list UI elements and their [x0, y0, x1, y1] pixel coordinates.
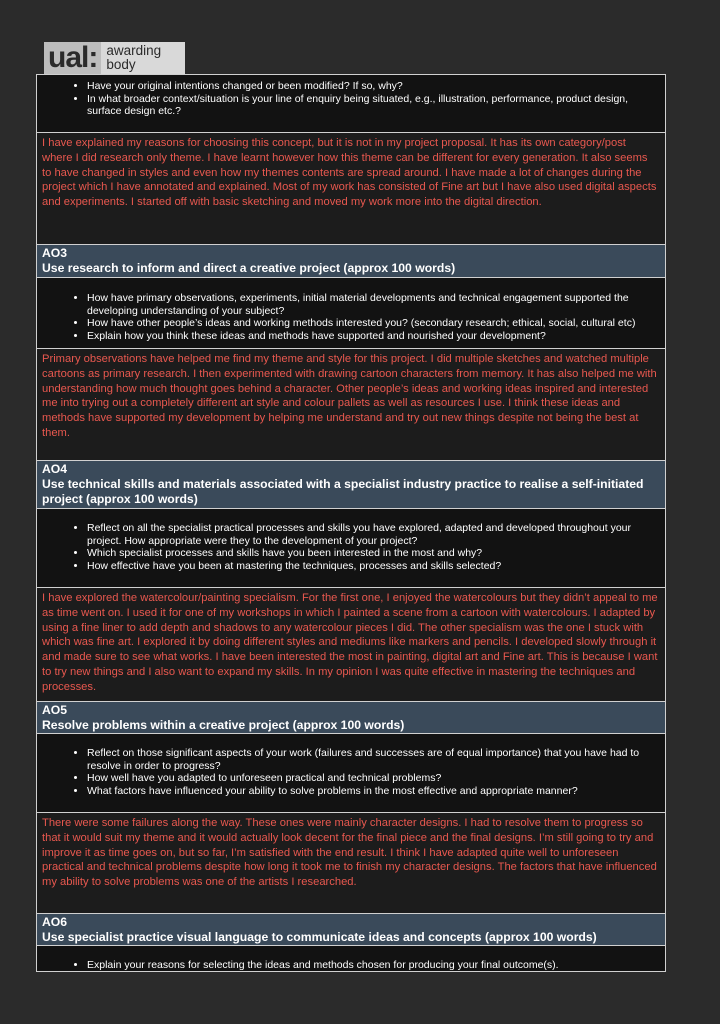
- ual-awarding-body-logo: [44, 42, 185, 74]
- ao4-answer-cell: [36, 588, 666, 702]
- ao3-questions-cell: [36, 278, 666, 349]
- answer-text: Primary observations have helped me find my theme and style for this project. I did multiple sketches and watched multiple cartoons as primary research. I then experimented with drawing cartoon characters from memory. It has also helped me with understanding how much thought goes behind a character. Other people’s ideas and working ideas inspired and interested me into trying out a completely different art style and colour pallets as well as resources I use. I think these ideas and methods have supported my development by helping me understand and try out new things despite not being the best at them.: [42, 353, 657, 439]
- answer-text: There were some failures along the way. These ones were mainly character designs. I had to resolve them to progress so that it would suit my theme and it would actually look decent for the final piece and the final designs. I’m still going to try and improve it as time goes on, but so far, I’m satisfied with the end result. I think I have adapted quite well to unforeseen practical and technical problems despite how long it took me to finish my character designs. The factors that have influenced my ability to solve problems was one of the artists I researched.: [42, 817, 657, 889]
- question-item: • Have your original intentions changed or been modified? If so, why?: [87, 80, 657, 93]
- ao5-header: [36, 702, 666, 734]
- question-item: • How have primary observations, experiments, initial material developments and technical engagement supported the developing understanding of your subject?: [87, 292, 657, 317]
- question-list: [37, 80, 665, 118]
- answer-text: I have explained my reasons for choosing this concept, but it is not in my project proposal. It has its own category/post where I did research only theme. I have learnt however how this theme can be different for every generation. It also seems to have changed in styles and even how my themes contents are spread around. I have made a lot of changes during the project which I have annotated and explained. Most of my work has consisted of Fine art but I have also used digital aspects and experiments. I started off with basic sketching and moved my work more into the digital direction.: [42, 137, 657, 209]
- ao5-title: Resolve problems within a creative project (approx 100 words): [42, 718, 405, 732]
- logo-line-1: awarding: [106, 43, 162, 58]
- logo-wordmark: [101, 42, 185, 74]
- ao4-questions-cell: [36, 509, 666, 588]
- question-item: • Explain how you think these ideas and methods have supported and nourished your development?: [87, 330, 657, 343]
- question-item: • Reflect on those significant aspects of your work (failures and successes are of equal importance) that you have had to resolve in order to progress?: [87, 747, 657, 772]
- logo-line-2: body: [106, 57, 136, 72]
- ao5-answer-cell: [36, 813, 666, 914]
- ao3-title: Use research to inform and direct a creative project (approx 100 words): [42, 261, 456, 275]
- question-item: • Which specialist processes and skills have you been interested in the most and why?: [87, 547, 657, 560]
- question-item: • Reflect on all the specialist practical processes and skills you have explored, adapted and developed throughout your project. How appropriate were they to the development of your project?: [87, 522, 657, 547]
- ao3-header: [36, 245, 666, 278]
- ao3-answer-cell: [36, 349, 666, 461]
- questions-cell: [36, 74, 666, 133]
- answer-text: I have explored the watercolour/painting specialism. For the first one, I enjoyed the watercolours but they didn’t appeal to me as time went on. I used it for one of my workshops in which I painted a scene from a cartoon with watercolours. I adapted by using a fine liner to add depth and shadows to any watercolour pieces I did. The other specialism was the one I stuck with which was fine art. I explored it by doing different styles and mediums like markers and pencils. I developed slowly through it and made sure to see what works. I have been interested the most in painting, digital art and Fine art. This is because I want to try new things and I also want to expand my skills. In my opinion I was quite effective in mastering the techniques and processes.: [42, 592, 658, 693]
- ao5-code: AO5: [42, 703, 68, 717]
- question-list: [37, 959, 665, 972]
- question-item: • How well have you adapted to unforeseen practical and technical problems?: [87, 772, 657, 785]
- question-item: • What factors have influenced your ability to solve problems in the most effective and appropriate manner?: [87, 785, 657, 798]
- assessment-table: [36, 74, 666, 972]
- logo-mark: ual:: [44, 42, 101, 74]
- question-list: [37, 522, 665, 572]
- ao4-code: AO4: [42, 462, 68, 476]
- ao3-code: AO3: [42, 246, 68, 260]
- answer-cell: [36, 133, 666, 245]
- question-list: [37, 292, 665, 342]
- question-item: • In what broader context/situation is your line of enquiry being situated, e.g., illustration, performance, product design, surface design etc.?: [87, 93, 657, 118]
- ao6-questions-cell: [36, 946, 666, 972]
- ao6-code: AO6: [42, 915, 68, 929]
- ao5-questions-cell: [36, 734, 666, 813]
- question-item: • How effective have you been at mastering the techniques, processes and skills selected?: [87, 560, 657, 573]
- ao4-title: Use technical skills and materials associated with a specialist industry practice to realise a self-initiated project (approx 100 words): [42, 477, 644, 506]
- ao6-header: [36, 914, 666, 946]
- question-item: • Explain your reasons for selecting the ideas and methods chosen for producing your final outcome(s).: [87, 959, 657, 972]
- question-item: • How have other people’s ideas and working methods interested you? (secondary research; ethical, social, cultural etc): [87, 317, 657, 330]
- ao6-title: Use specialist practice visual language to communicate ideas and concepts (approx 100 words): [42, 930, 597, 944]
- question-list: [37, 747, 665, 797]
- ao4-header: [36, 461, 666, 509]
